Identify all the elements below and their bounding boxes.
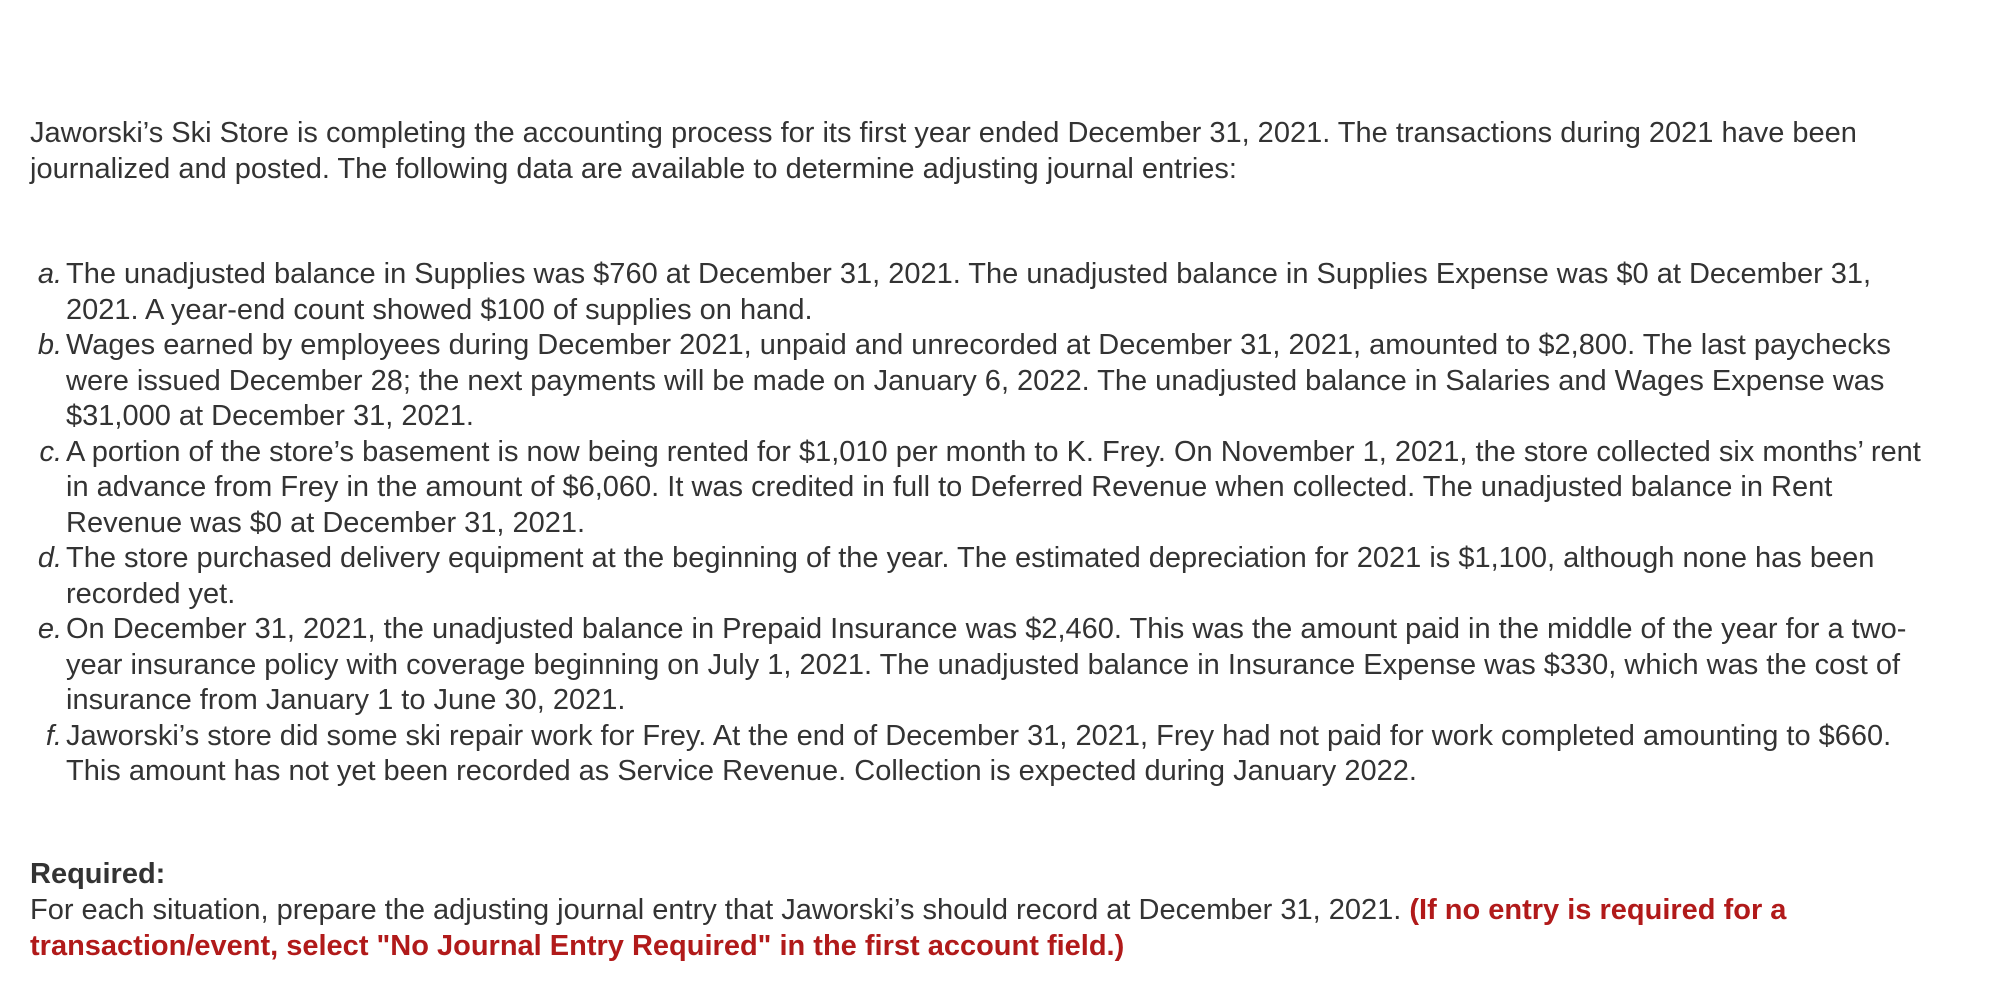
item-text: On December 31, 2021, the unadjusted balance in Prepaid Insurance was $2,460. This was the amount paid in the middle of the year for a two-year insurance policy with coverage beginning on July 1, 2021. The unadjusted balance in Insurance Expense was $330, which was the cost of insurance from January 1 to June 30, 2021.: [66, 613, 1907, 716]
item-text: The store purchased delivery equipment at the beginning of the year. The estimated depreciation for 2021 is $1,100, although none has been recorded yet.: [66, 542, 1875, 610]
required-note: (If no entry is required for a transaction/event, select "No Journal Entry Required" in the first account field.): [30, 894, 1787, 962]
item-text: The unadjusted balance in Supplies was $760 at December 31, 2021. The unadjusted balance in Supplies Expense was $0 at December 31, 2021. A year-end count showed $100 of supplies on hand.: [66, 258, 1872, 326]
list-item: [30, 541, 1950, 612]
problem-intro: Jaworski’s Ski Store is completing the accounting process for its first year ended December 31, 2021. The transactions during 2021 have been journalized and posted. The following data are available to determine adjusting journal entries:: [30, 117, 1857, 185]
list-item: [30, 612, 1950, 719]
list-item: [30, 257, 1950, 328]
item-letter: f.: [45, 719, 62, 752]
item-text: Jaworski’s store did some ski repair work for Frey. At the end of December 31, 2021, Frey had not paid for work completed amounting to $660. This amount has not yet been recorded as Service Revenue. Collection is expected during January 2022.: [66, 719, 1892, 787]
item-text: A portion of the store’s basement is now being rented for $1,010 per month to K. Frey. On November 1, 2021, the store collected six months’ rent in advance from Frey in the amount of $6,060. It was credited in full to Deferred Revenue when collected. The unadjusted balance in Rent Revenue was $0 at December 31, 2021.: [66, 435, 1921, 539]
item-text: Wages earned by employees during December 2021, unpaid and unrecorded at December 31, 2021, amounted to $2,800. The last paychecks were issued December 28; the next payments will be made on January 6, 2022. The unadjusted balance in Salaries and Wages Expense was $31,000 at December 31, 2021.: [66, 329, 1891, 432]
list-item: [30, 435, 1950, 542]
required-heading: Required:: [30, 858, 166, 890]
required-instruction: For each situation, prepare the adjusting journal entry that Jaworski’s should record at December 31, 2021.: [30, 894, 1402, 926]
item-letter: e.: [37, 613, 62, 645]
list-item: [30, 328, 1950, 435]
item-letter: d.: [37, 542, 62, 574]
list-item: [30, 719, 1950, 790]
item-letter: a.: [37, 258, 62, 290]
adjustment-items-list: [30, 257, 1950, 790]
item-letter: b.: [37, 329, 62, 361]
required-section: [30, 856, 1950, 964]
item-letter: c.: [39, 435, 62, 468]
